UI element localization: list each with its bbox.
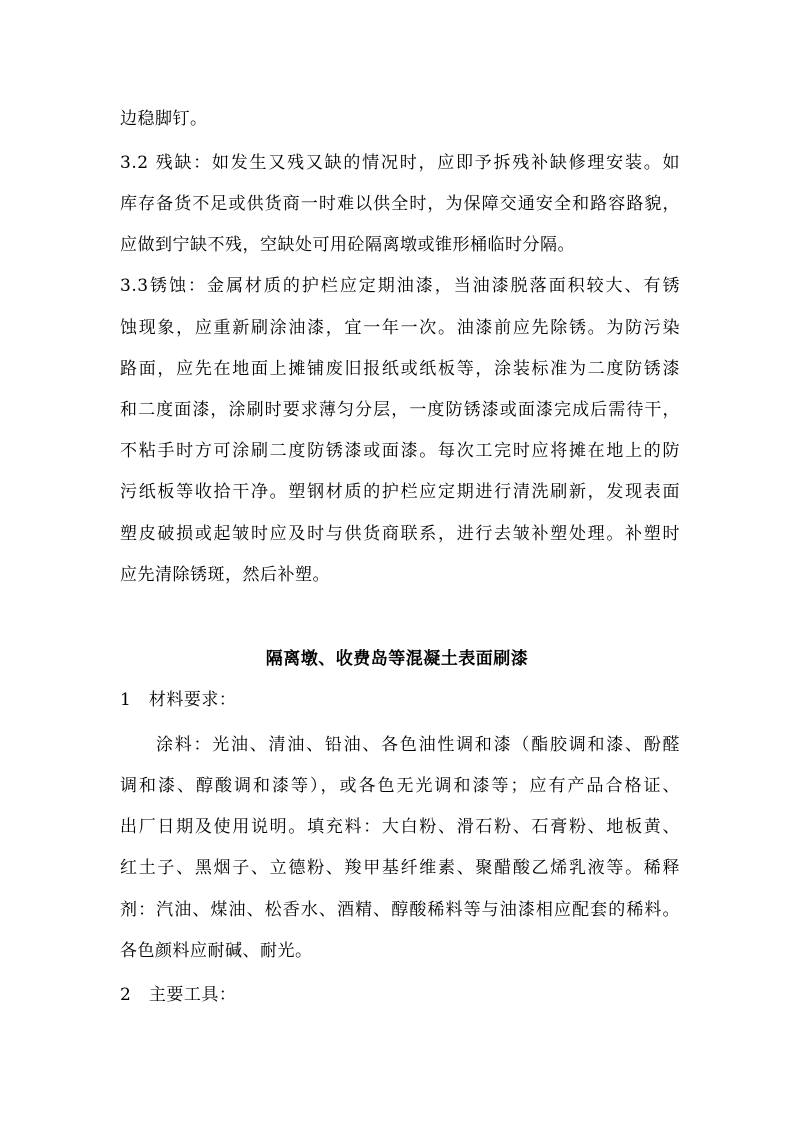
paragraph-line: 应做到宁缺不残，空缺处可用砼隔离墩或锥形桶临时分隔。 xyxy=(120,235,575,255)
paragraph-line: 不粘手时方可涂刷二度防锈漆或面漆。每次工完时应将摊在地上的防 xyxy=(120,441,680,461)
paragraph-line: 塑皮破损或起皱时应及时与供货商联系，进行去皱补塑处理。补塑时 xyxy=(120,524,680,544)
section-title: 隔离墩、收费岛等混凝土表面刷漆 xyxy=(265,649,529,669)
paragraph-line: 涂料：光油、清油、铅油、各色油性调和漆（酯胶调和漆、酚醛 xyxy=(156,735,680,755)
paragraph-line: 库存备货不足或供货商一时难以供全时，为保障交通安全和路容路貌， xyxy=(120,194,680,214)
subsection-heading: 1 材料要求： xyxy=(120,690,237,710)
paragraph-line: 应先清除锈斑，然后补塑。 xyxy=(120,565,330,585)
paragraph-line: 调和漆、醇酸调和漆等），或各色无光调和漆等；应有产品合格证、 xyxy=(120,776,680,796)
paragraph-line: 蚀现象，应重新刷涂油漆，宜一年一次。油漆前应先除锈。为防污染 xyxy=(120,318,680,338)
paragraph-line: 3.3锈蚀：金属材质的护栏应定期油漆，当油漆脱落面积较大、有锈 xyxy=(120,276,680,296)
paragraph-line: 边稳脚钉。 xyxy=(120,109,208,129)
subsection-heading: 2 主要工具： xyxy=(120,985,237,1005)
paragraph-line: 3.2 残缺：如发生又残又缺的情况时，应即予拆残补缺修理安装。如 xyxy=(120,153,680,173)
paragraph-line: 各色颜料应耐碱、耐光。 xyxy=(120,941,313,961)
paragraph-line: 路面，应先在地面上摊铺废旧报纸或纸板等，涂装标准为二度防锈漆 xyxy=(120,359,680,379)
paragraph-line: 红土子、黑烟子、立德粉、羧甲基纤维素、聚醋酸乙烯乳液等。稀释 xyxy=(120,858,680,878)
paragraph-line: 出厂日期及使用说明。填充料：大白粉、滑石粉、石膏粉、地板黄、 xyxy=(120,817,680,837)
paragraph-line: 和二度面漆，涂刷时要求薄匀分层，一度防锈漆或面漆完成后需待干， xyxy=(120,400,680,420)
paragraph-line: 污纸板等收拾干净。塑钢材质的护栏应定期进行清洗刷新，发现表面 xyxy=(120,482,680,502)
paragraph-line: 剂：汽油、煤油、松香水、酒精、醇酸稀料等与油漆相应配套的稀料。 xyxy=(120,900,680,920)
